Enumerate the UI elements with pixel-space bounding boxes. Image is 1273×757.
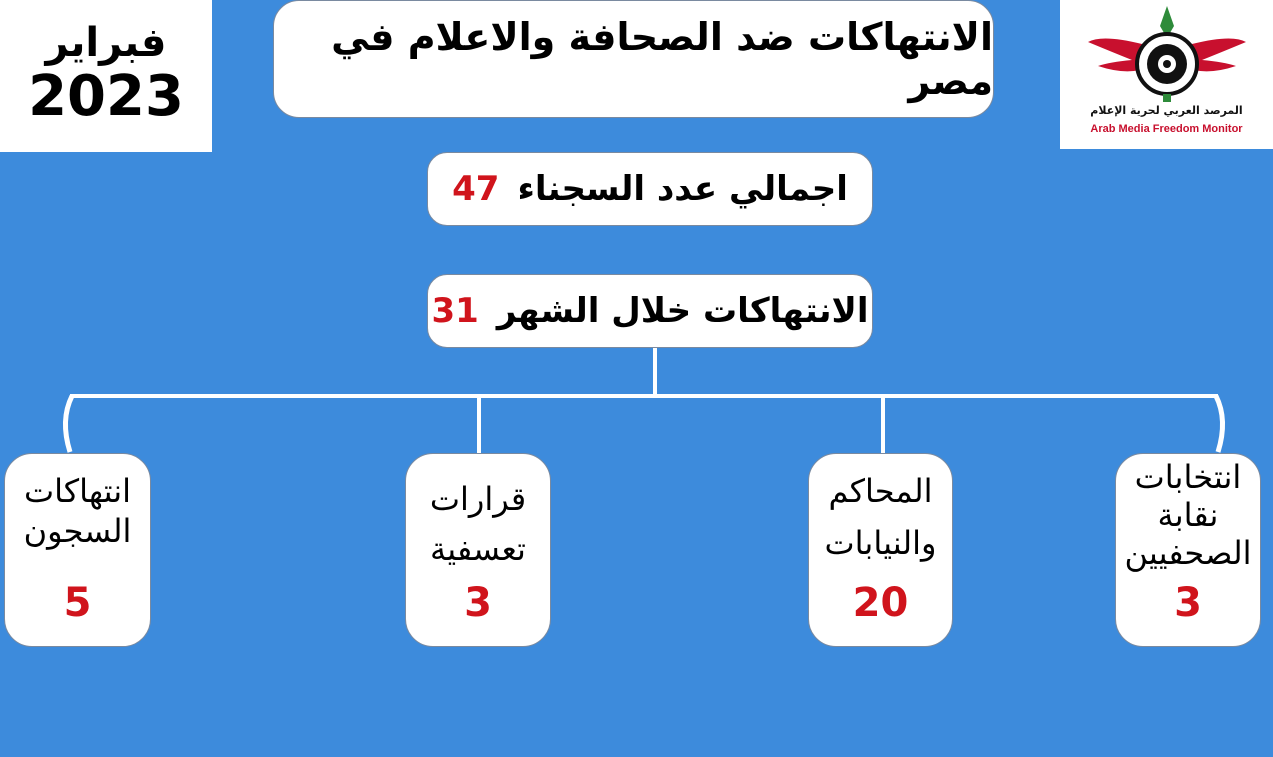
logo <box>1060 0 1273 149</box>
category-prison-violations <box>4 453 151 647</box>
category-label: انتخابات <box>1134 458 1242 496</box>
monthly-count: 31 <box>431 291 479 331</box>
prisoners-count: 47 <box>452 169 500 209</box>
category-label: المحاكم <box>828 472 933 510</box>
category-label: نقابة <box>1157 496 1219 534</box>
category-union-elections <box>1115 453 1261 647</box>
category-label: الصحفيين <box>1124 534 1252 572</box>
date-month: فبراير <box>45 20 167 66</box>
category-label: قرارات <box>429 480 527 518</box>
category-label: والنيابات <box>824 524 937 562</box>
eye-emblem-icon <box>1082 4 1252 104</box>
prisoners-label: اجمالي عدد السجناء <box>517 169 848 209</box>
logo-english-text: Arab Media Freedom Monitor <box>1090 123 1243 135</box>
logo-arabic-text: المرصد العربي لحرية الإعلام <box>1090 104 1243 117</box>
category-count: 3 <box>464 580 492 626</box>
category-arbitrary-decisions <box>405 453 551 647</box>
category-count: 5 <box>63 580 92 626</box>
page-title: الانتهاكات ضد الصحافة والاعلام في مصر <box>273 0 994 118</box>
date-panel <box>0 0 212 152</box>
monthly-violations-box <box>427 274 873 348</box>
category-label: تعسفية <box>430 530 526 568</box>
date-year: 2023 <box>28 64 184 129</box>
category-count: 3 <box>1174 580 1202 626</box>
category-label: السجون <box>23 512 132 550</box>
category-courts-prosecutions <box>808 453 953 647</box>
category-label: انتهاكات <box>23 472 132 510</box>
prisoners-box <box>427 152 873 226</box>
monthly-label: الانتهاكات خلال الشهر <box>496 291 869 331</box>
category-count: 20 <box>852 580 909 626</box>
